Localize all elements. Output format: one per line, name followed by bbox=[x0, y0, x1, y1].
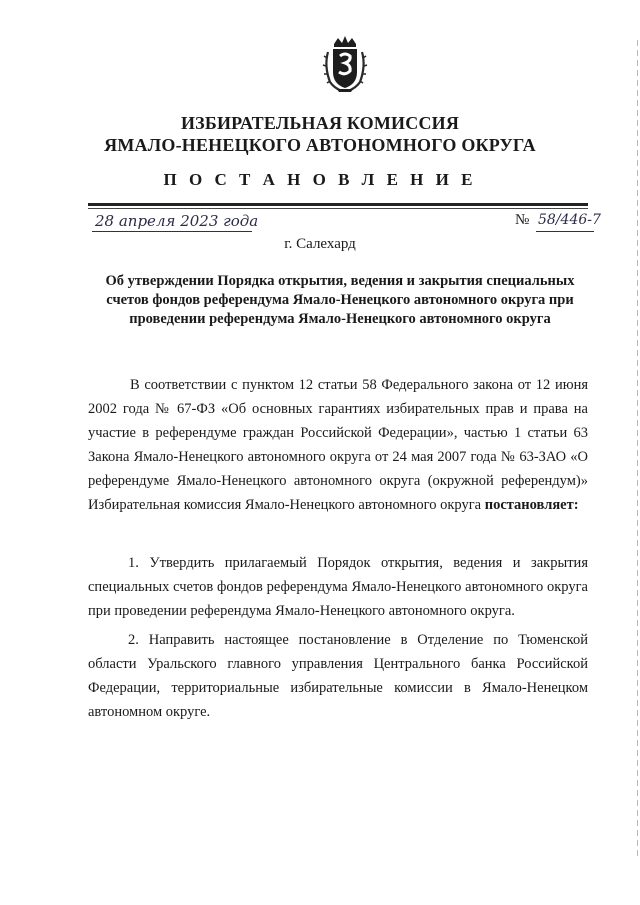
org-name-line2: ЯМАЛО-НЕНЕЦКОГО АВТОНОМНОГО ОКРУГА bbox=[104, 135, 536, 155]
scan-edge bbox=[637, 40, 638, 860]
header-rule-thick bbox=[88, 203, 588, 206]
paragraph-item-1: 1. Утвердить прилагаемый Порядок открытия, ведения и закрытия специальных счетов фондов референдума Ямало-Ненецкого автономного округа при проведении референдума Ямало-Ненецкого автономного округа. bbox=[88, 555, 588, 619]
paragraph-preamble bbox=[88, 373, 588, 517]
coat-of-arms-emblem-icon bbox=[322, 34, 368, 94]
number-underline bbox=[536, 231, 594, 232]
paragraph-item-2: 2. Направить настоящее постановление в Отделение по Тюменской области Уральского главного управления Центрального банка Российской Федерации, территориальные избирательные комиссии в Ямало-Ненецком автономном округе. bbox=[88, 632, 588, 720]
org-name-line1: ИЗБИРАТЕЛЬНАЯ КОМИССИЯ bbox=[180, 113, 460, 133]
document-date: 28 апреля 2023 года bbox=[95, 212, 259, 230]
document-number: 58/446-7 bbox=[538, 212, 601, 228]
blank-area bbox=[88, 780, 588, 860]
number-prefix: № bbox=[515, 212, 530, 228]
document-title: Об утверждении Порядка открытия, ведения и закрытия специальных счетов фондов референдума Ямало-Ненецкого автономного округа при проведении референдума Ямало-Ненецкого автономного округа bbox=[105, 273, 575, 327]
document-type: П О С Т А Н О В Л Е Н И Е bbox=[163, 170, 477, 189]
city: г. Салехард bbox=[284, 236, 356, 252]
date-underline bbox=[92, 231, 252, 232]
preamble-text: В соответствии с пунктом 12 статьи 58 Федерального закона от 12 июня 2002 года № 67-ФЗ «Об основных гарантиях избирательных прав и права на участие в референдуме граждан Российской Федерации», частью 1 статьи 63 Закона Ямало-Ненецкого автономного округа от 24 мая 2007 года № 63-ЗАО «О референдуме Ямало-Ненецкого автономного округа (окружной референдум)» Избирательная комиссия Ямало-Ненецкого автономного округа bbox=[88, 377, 588, 513]
resolves-keyword: постановляет: bbox=[484, 497, 579, 513]
header-rule-thin bbox=[88, 208, 588, 209]
